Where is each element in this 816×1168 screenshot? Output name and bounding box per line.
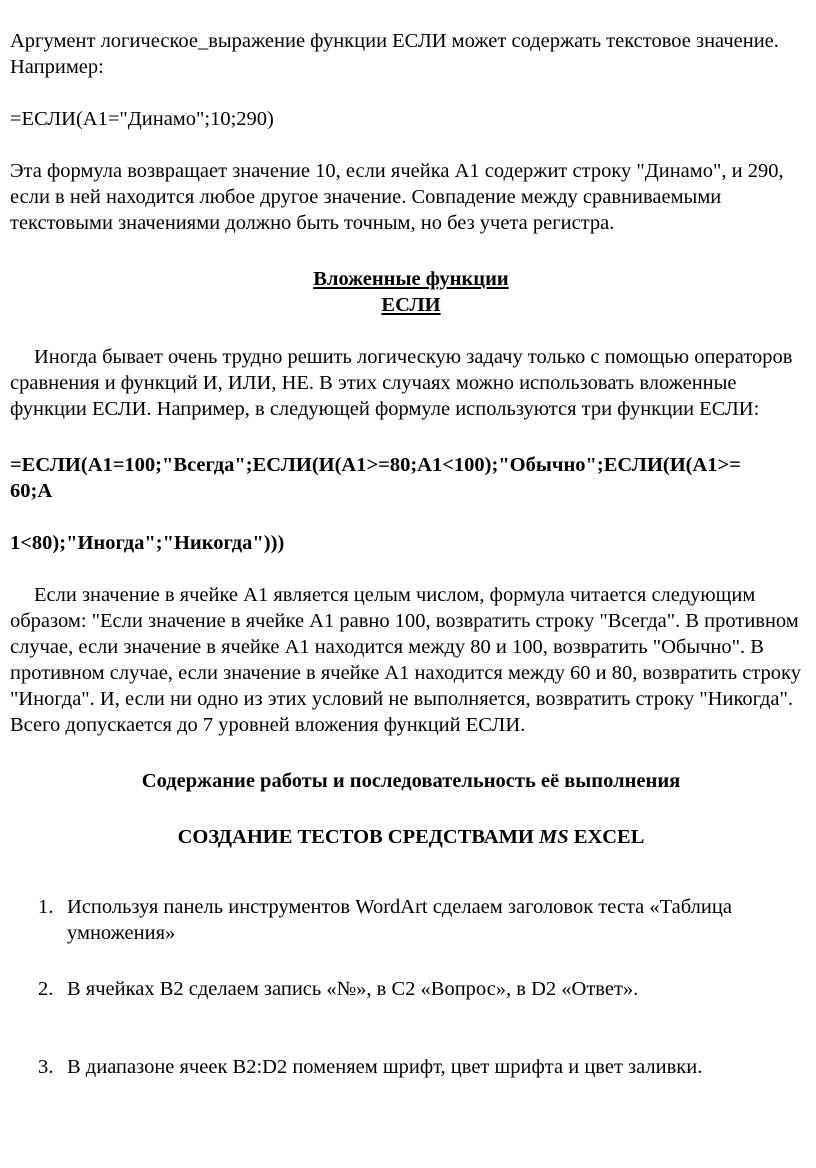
list-item <box>10 976 812 1002</box>
formula-2-line-2: 60;A <box>10 480 53 502</box>
list-item-text: В диапазоне ячеек B2:D2 поменяем шрифт, цвет шрифта и цвет заливки. <box>67 1056 703 1078</box>
work-content-heading: Содержание работы и последовательность её выполнения <box>141 770 681 792</box>
formula-2-line-1: =ЕСЛИ(A1=100;"Всегда";ЕСЛИ(И(A1>=80;A1<100);"Обычно";ЕСЛИ(И(A1>= <box>10 454 741 476</box>
list-item-number: 1. <box>38 896 54 918</box>
section-heading-line-2: ЕСЛИ <box>381 294 441 316</box>
list-item-text: Используя панель инструментов WordArt сделаем заголовок теста «Таблица умножения» <box>67 896 732 944</box>
list-item-number: 3. <box>38 1056 54 1078</box>
intro-paragraph: Аргумент логическое_выражение функции ЕСЛИ может содержать текстовое значение. Например: <box>10 30 779 78</box>
list-item <box>10 1054 812 1080</box>
explanation-paragraph: Эта формула возвращает значение 10, если ячейка A1 содержит строку "Динамо", и 290, если в ней находится любое другое значение. Совпадение между сравниваемыми текстовыми значениями должно быть точным, но без учета регистра. <box>10 160 784 234</box>
tests-heading <box>10 824 812 850</box>
formula-example-2 <box>10 452 812 556</box>
section-heading-nested-if <box>10 266 812 318</box>
formula-2-line-3: 1<80);"Иногда";"Никогда"))) <box>10 532 285 554</box>
list-item-text: В ячейках B2 сделаем запись «№», в C2 «Вопрос», в D2 «Ответ». <box>67 978 639 1000</box>
section-heading-line-1: Вложенные функции <box>313 268 509 290</box>
tests-heading-before: СОЗДАНИЕ ТЕСТОВ СРЕДСТВАМИ <box>177 826 539 848</box>
list-item-number: 2. <box>38 978 54 1000</box>
list-item <box>10 894 812 946</box>
tests-heading-italic: MS <box>539 826 569 848</box>
tests-heading-after: EXCEL <box>568 826 645 848</box>
formula-example-1: =ЕСЛИ(A1="Динамо";10;290) <box>10 108 274 130</box>
steps-list <box>10 894 812 1080</box>
nested-if-paragraph: Иногда бывает очень трудно решить логическую задачу только с помощью операторов сравнения и функций И, ИЛИ, НЕ. В этих случаях можно использовать вложенные функции ЕСЛИ. Например, в следующей формуле используются три функции ЕСЛИ: <box>10 346 793 420</box>
formula-reading-paragraph: Если значение в ячейке A1 является целым числом, формула читается следующим образом: "Если значение в ячейке A1 равно 100, возвратить строку "Всегда". В противном случае, если значение в ячейке A1 находится между 80 и 100, возвратить "Обычно". В противном случае, если значение в ячейке A1 находится между 60 и 80, возвратить строку "Иногда". И, если ни одно из этих условий не выполняется, возвратить строку "Никогда". Всего допускается до 7 уровней вложения функций ЕСЛИ. <box>10 584 801 736</box>
document-page <box>10 28 812 1080</box>
